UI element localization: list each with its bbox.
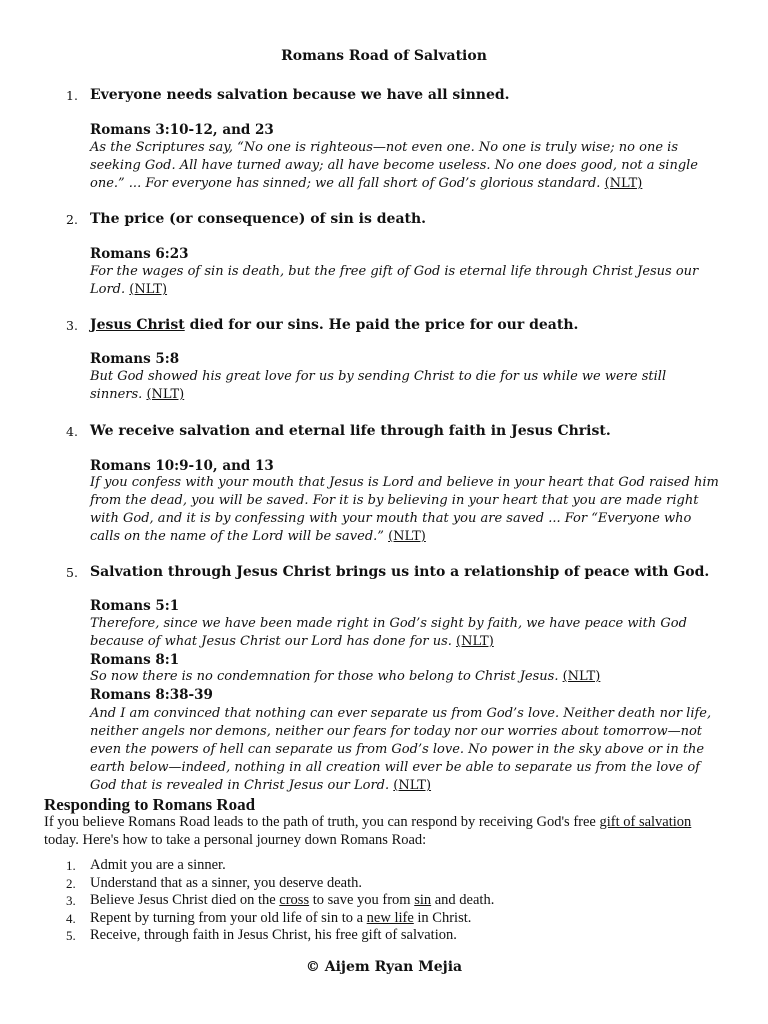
response-steps-list bbox=[66, 857, 716, 945]
verse-text: Therefore, since we have been made right in God’s sight by faith, we have peace with God because of what Jesus Christ our Lord has done for us. bbox=[90, 616, 687, 649]
step-text-part: to save you from bbox=[309, 892, 415, 908]
cross-link[interactable]: cross bbox=[279, 892, 310, 908]
scripture-verse bbox=[90, 615, 720, 651]
step-text: Understand that as a sinner, you deserve death. bbox=[90, 874, 363, 891]
copyright-notice: © Aijem Ryan Mejia bbox=[305, 959, 463, 975]
scripture-reference: Romans 5:1 bbox=[90, 598, 180, 614]
point-heading: We receive salvation and eternal life through faith in Jesus Christ. bbox=[90, 423, 611, 439]
scripture-verse bbox=[90, 705, 720, 795]
scripture-reference: Romans 8:38-39 bbox=[90, 687, 213, 703]
point-number: 1. bbox=[66, 88, 78, 103]
scripture-verse bbox=[90, 263, 720, 299]
list-item bbox=[66, 910, 716, 928]
scripture-verse bbox=[90, 668, 720, 686]
nlt-link[interactable]: (NLT) bbox=[456, 634, 494, 649]
scripture-reference: Romans 3:10-12, and 23 bbox=[90, 122, 274, 138]
list-item bbox=[66, 892, 716, 910]
point-number: 5. bbox=[66, 565, 78, 580]
scripture-reference: Romans 10:9-10, and 13 bbox=[90, 458, 274, 474]
nlt-link[interactable]: (NLT) bbox=[604, 176, 643, 191]
step-text-part: Repent by turning from your old life of sin to a bbox=[90, 909, 367, 926]
intro-text: If you believe Romans Road leads to the path of truth, you can respond by receiving God's free bbox=[44, 814, 600, 830]
gift-of-salvation-link[interactable]: gift of salvation bbox=[599, 814, 692, 830]
sin-link[interactable]: sin bbox=[414, 892, 432, 908]
step-text bbox=[90, 910, 471, 928]
heading-text: died for our sins. He paid the price for our death. bbox=[184, 317, 579, 333]
step-number: 4. bbox=[66, 910, 76, 926]
nlt-link[interactable]: (NLT) bbox=[562, 669, 601, 684]
intro-text: today. Here's how to take a personal journey down Romans Road: bbox=[44, 832, 427, 848]
nlt-link[interactable]: (NLT) bbox=[393, 778, 432, 793]
step-number: 1. bbox=[66, 858, 76, 873]
verse-text: So now there is no condemnation for those who belong to Christ Jesus. bbox=[90, 669, 559, 684]
step-number: 5. bbox=[66, 928, 76, 943]
step-text: Receive, through faith in Jesus Christ, his free gift of salvation. bbox=[90, 927, 457, 943]
verse-text: And I am convinced that nothing can ever separate us from God’s love. Neither death nor life, neither angels nor demons, neither our fears for today nor our worries about tomorrow—not even the powers of hell can separate us from God’s love. No power in the sky above or in the earth below—indeed, nothing in all creation will ever be able to separate us from the love of God that is revealed in Christ Jesus our Lord. bbox=[90, 706, 712, 793]
scripture-verse bbox=[90, 368, 720, 404]
verse-text: As the Scriptures say, “No one is righteous—not even one. No one is truly wise; no one is seeking God. All have turned away; all have become useless. No one does good, not a single one.” ... For everyone has sinned; we all fall short of God’s glorious standard. bbox=[90, 140, 699, 191]
point-heading: Salvation through Jesus Christ brings us into a relationship of peace with God. bbox=[90, 564, 710, 580]
scripture-reference: Romans 6:23 bbox=[90, 246, 189, 262]
scripture-verse bbox=[90, 139, 720, 193]
point-number: 2. bbox=[66, 212, 78, 227]
responding-intro bbox=[44, 813, 724, 849]
step-text: Admit you are a sinner. bbox=[90, 857, 226, 873]
step-text-part: and death. bbox=[431, 892, 495, 908]
list-item bbox=[66, 857, 716, 875]
responding-heading: Responding to Romans Road bbox=[44, 795, 256, 814]
point-heading: The price (or consequence) of sin is death. bbox=[90, 211, 427, 227]
step-text-part: Believe Jesus Christ died on the bbox=[90, 892, 280, 908]
list-item bbox=[66, 927, 716, 945]
verse-text: If you confess with your mouth that Jesus is Lord and believe in your heart that God raised him from the dead, you will be saved. For it is by believing in your heart that you are made right with God, and it is by confessing with your mouth that you are saved ... For “Everyone who calls on the name of the Lord will be saved.” bbox=[90, 475, 719, 544]
list-item bbox=[66, 875, 716, 893]
scripture-verse bbox=[90, 474, 720, 546]
jesus-christ-link[interactable]: Jesus Christ bbox=[90, 317, 185, 333]
new-life-link[interactable]: new life bbox=[366, 909, 414, 926]
scripture-reference: Romans 8:1 bbox=[90, 652, 180, 668]
step-number: 3. bbox=[66, 893, 76, 908]
nlt-link[interactable]: (NLT) bbox=[146, 387, 185, 402]
verse-text: For the wages of sin is death, but the free gift of God is eternal life through Christ Jesus our Lord. bbox=[90, 264, 699, 297]
step-number: 2. bbox=[66, 875, 76, 891]
step-text bbox=[90, 892, 494, 910]
point-heading bbox=[90, 317, 578, 333]
scripture-reference: Romans 5:8 bbox=[90, 351, 180, 367]
nlt-link[interactable]: (NLT) bbox=[388, 529, 426, 544]
nlt-link[interactable]: (NLT) bbox=[129, 282, 168, 297]
point-heading: Everyone needs salvation because we have all sinned. bbox=[90, 87, 510, 103]
page-title: Romans Road of Salvation bbox=[281, 48, 487, 64]
verse-text: But God showed his great love for us by sending Christ to die for us while we were still sinners. bbox=[90, 369, 667, 402]
step-text-part: in Christ. bbox=[413, 909, 472, 926]
point-number: 4. bbox=[66, 424, 78, 439]
point-number: 3. bbox=[66, 318, 78, 333]
